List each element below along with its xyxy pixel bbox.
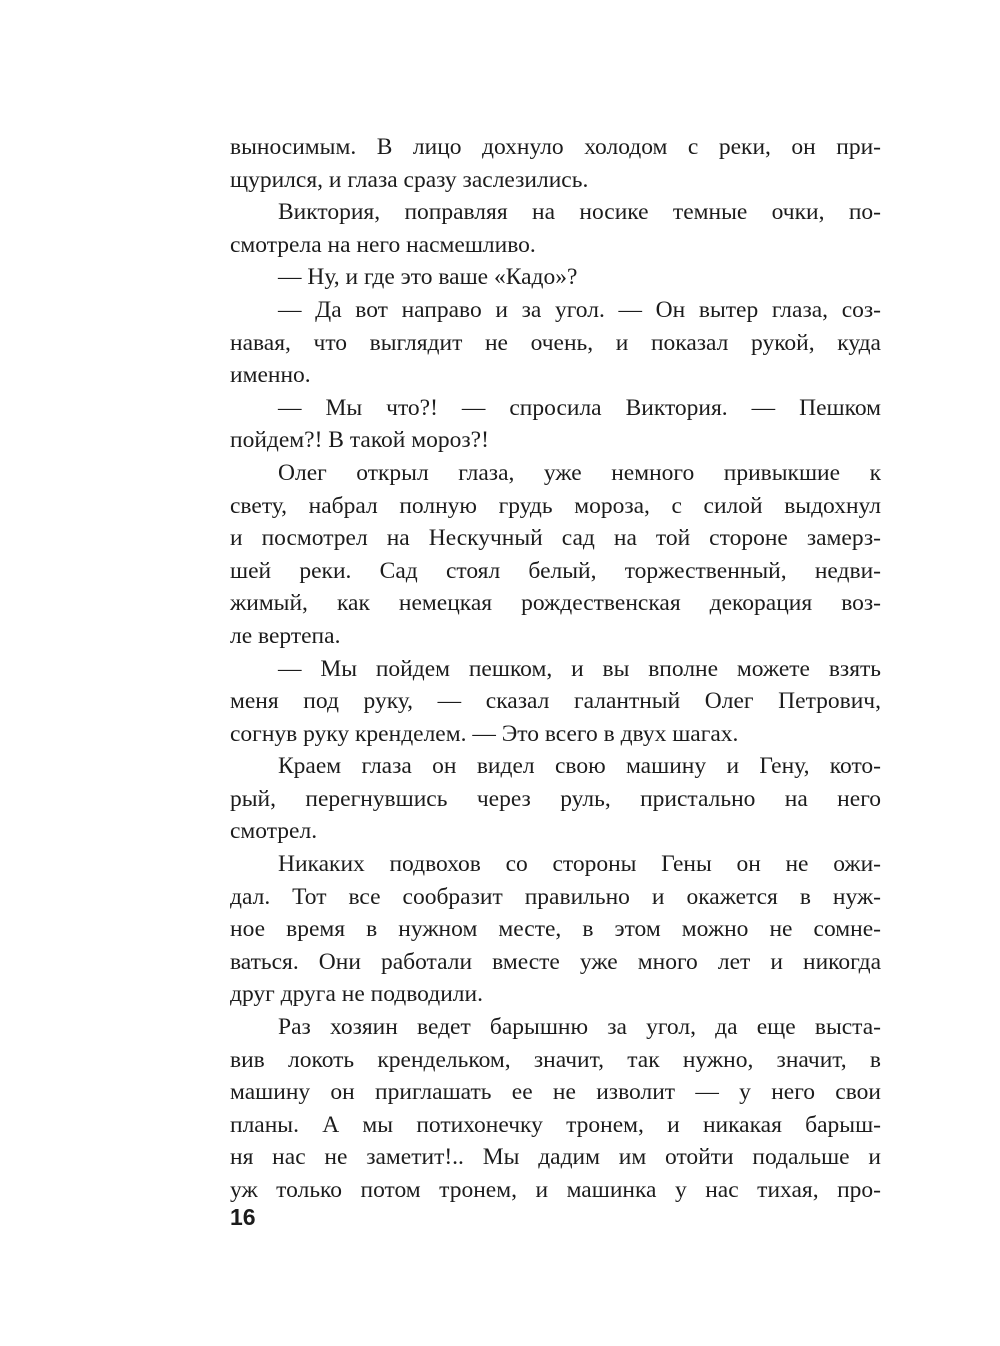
text-line: ле вертепа. xyxy=(230,622,341,649)
text-line: — Мы что?! — спросила Виктория. — Пешком xyxy=(278,394,881,421)
text-line: Раз хозяин ведет барышню за угол, да еще выста- xyxy=(278,1014,881,1041)
text-line: Виктория, поправляя на носике темные очки, по- xyxy=(278,199,881,226)
paragraph xyxy=(230,261,881,294)
text-line: навая, что выглядит не очень, и показал рукой, куда xyxy=(230,329,881,356)
text-line: машину он приглашать ее не изволит — у него свои xyxy=(230,1079,881,1106)
text-line: Краем глаза он видел свою машину и Гену, кото- xyxy=(278,753,881,780)
text-line: ня нас не заметит!.. Мы дадим им отойти подальше и xyxy=(230,1144,881,1171)
text-line: шей реки. Сад стоял белый, торжественный, недви- xyxy=(230,557,881,584)
text-line: друг друга не подводили. xyxy=(230,981,483,1008)
paragraph xyxy=(230,1011,881,1207)
text-line: щурился, и глаза сразу заслезились. xyxy=(230,166,589,193)
text-line: ваться. Они работали вместе уже много лет и никогда xyxy=(230,948,881,975)
text-line: дал. Тот все сообразит правильно и окажется в нуж- xyxy=(230,883,881,910)
text-line: планы. А мы потихонечку тронем, и никакая барыш- xyxy=(230,1111,881,1138)
paragraph xyxy=(230,457,881,653)
paragraph xyxy=(230,196,881,261)
text-line: смотрела на него насмешливо. xyxy=(230,231,536,258)
text-line: уж только потом тронем, и машинка у нас тихая, про- xyxy=(230,1177,881,1203)
text-line: выносимым. В лицо дохнуло холодом с реки, он при- xyxy=(230,134,881,160)
paragraph xyxy=(230,392,881,457)
page-number: 16 xyxy=(230,1204,256,1230)
text-line: — Да вот направо и за угол. — Он вытер глаза, соз- xyxy=(278,296,881,323)
text-line: рый, перегнувшись через руль, пристально на него xyxy=(230,785,881,812)
text-line: Никаких подвохов со стороны Гены он не ожи- xyxy=(278,851,881,878)
text-line: меня под руку, — сказал галантный Олег Петрович, xyxy=(230,688,881,715)
text-line: смотрел. xyxy=(230,818,318,845)
text-line: Олег открыл глаза, уже немного привыкшие к xyxy=(278,459,881,486)
paragraph xyxy=(230,750,881,848)
text-line: жимый, как немецкая рождественская декорация воз- xyxy=(230,590,881,617)
text-line: — Мы пойдем пешком, и вы вполне можете взять xyxy=(278,655,881,682)
text-line: свету, набрал полную грудь мороза, с силой выдохнул xyxy=(230,492,881,519)
paragraph xyxy=(230,131,881,196)
text-line: вив локоть крендельком, значит, так нужно, значит, в xyxy=(230,1046,881,1073)
text-block xyxy=(230,131,881,1207)
text-line: ное время в нужном месте, в этом можно не сомне- xyxy=(230,916,881,943)
text-line: и посмотрел на Нескучный сад на той стороне замерз- xyxy=(230,525,881,552)
text-line: пойдем?! В такой мороз?! xyxy=(230,427,489,454)
paragraph xyxy=(230,848,881,1011)
text-line: именно. xyxy=(230,362,311,389)
paragraph xyxy=(230,653,881,751)
text-line: согнув руку кренделем. — Это всего в двух шагах. xyxy=(230,720,739,747)
text-line: — Ну, и где это ваше «Кадо»? xyxy=(278,264,578,291)
paragraph xyxy=(230,294,881,392)
